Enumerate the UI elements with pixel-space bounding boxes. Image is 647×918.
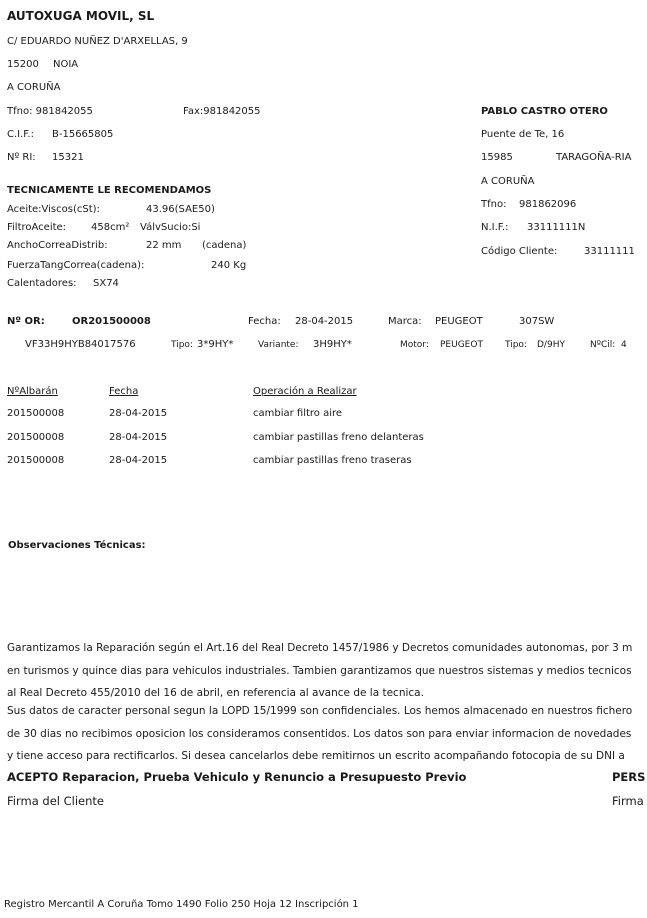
- company-phone: Tfno: 981842055: [7, 106, 93, 117]
- or-number: OR201500008: [72, 316, 151, 327]
- tipo-label: Tipo:: [171, 340, 193, 350]
- variante-label: Variante:: [258, 340, 299, 350]
- col-header-fecha: Fecha: [109, 386, 139, 397]
- calent-value: SX74: [93, 278, 119, 289]
- cell-albaran: 201500008: [7, 455, 65, 466]
- vin-value: VF33H9HYB84017576: [25, 339, 136, 350]
- privacy-line: y tiene acceso para rectificarlos. Si desea cancelarlos debe remitirnos un escrito acompañando fotocopia de su DNI a: [7, 750, 625, 762]
- aceite-value: 43.96(SAE50): [146, 204, 215, 215]
- client-nif-label: N.I.F.:: [481, 222, 509, 233]
- company-postal-code: 15200: [7, 59, 39, 70]
- motor-value: PEUGEOT: [440, 340, 483, 350]
- client-name: PABLO CASTRO OTERO: [481, 106, 608, 117]
- cell-fecha: 28-04-2015: [109, 408, 168, 419]
- company-cif-label: C.I.F.:: [7, 129, 34, 140]
- variante-value: 3H9HY*: [313, 339, 352, 350]
- company-fax: Fax:981842055: [183, 106, 261, 117]
- guarantee-line: Garantizamos la Reparación según el Art.16 del Real Decreto 1457/1986 y Decretos comunidades autonomas, por 3 m: [7, 642, 633, 654]
- client-phone: 981862096: [519, 199, 577, 210]
- company-name: AUTOXUGA MOVIL, SL: [7, 9, 155, 23]
- col-header-albaran: NºAlbarán: [7, 386, 58, 397]
- cell-operacion: cambiar pastillas freno traseras: [253, 455, 412, 466]
- tipo2-label: Tipo:: [505, 340, 527, 350]
- cell-albaran: 201500008: [7, 408, 65, 419]
- client-postal-code: 15985: [481, 152, 513, 163]
- observations-title: Observaciones Técnicas:: [8, 540, 146, 551]
- client-province: A CORUÑA: [481, 176, 535, 187]
- guarantee-paragraph: [7, 637, 647, 705]
- marca-value: PEUGEOT: [435, 316, 483, 327]
- motor-label: Motor:: [400, 340, 429, 350]
- fecha-label: Fecha:: [248, 316, 281, 327]
- filtro-value: 458cm²: [91, 222, 130, 233]
- client-code-label: Código Cliente:: [481, 246, 558, 257]
- fuerza-value: 240 Kg: [211, 260, 247, 271]
- company-cif: B-15665805: [52, 129, 114, 140]
- recommendations-title: TECNICAMENTE LE RECOMENDAMOS: [7, 185, 212, 196]
- registry-footer: Registro Mercantil A Coruña Tomo 1490 Folio 250 Hoja 12 Inscripción 1: [4, 899, 359, 910]
- client-city: TARAGOÑA-RIA: [556, 152, 632, 163]
- fuerza-label: FuerzaTangCorrea(cadena):: [7, 260, 145, 271]
- cell-operacion: cambiar filtro aire: [253, 408, 343, 419]
- guarantee-line: en turismos y quince dias para vehiculos industriales. Tambien garantizamos que nuestros sistemas y medios tecnicos: [7, 664, 632, 677]
- company-city: NOIA: [53, 59, 79, 70]
- ancho-value: 22 mm: [146, 240, 182, 251]
- ncil-label: NºCil:: [590, 340, 616, 350]
- company-address: C/ EDUARDO NUÑEZ D'ARXELLAS, 9: [7, 36, 188, 47]
- aceite-label: Aceite:Viscos(cSt):: [7, 204, 100, 215]
- acceptance-title: ACEPTO Reparacion, Prueba Vehiculo y Renuncio a Presupuesto Previo: [7, 770, 467, 784]
- or-label: Nº OR:: [7, 316, 45, 327]
- tipo2-value: D/9HY: [537, 340, 565, 350]
- company-ri: 15321: [52, 152, 84, 163]
- fecha-value: 28-04-2015: [295, 316, 354, 327]
- calent-label: Calentadores:: [7, 278, 77, 289]
- client-address: Puente de Te, 16: [481, 129, 565, 140]
- signature-label: Firma del Cliente: [7, 794, 104, 808]
- cell-fecha: 28-04-2015: [109, 455, 168, 466]
- privacy-paragraph: [7, 700, 647, 768]
- marca-label: Marca:: [388, 316, 422, 327]
- acceptance-right-title: PERS: [612, 770, 646, 784]
- ncil-value: 4: [621, 340, 627, 350]
- privacy-line: Sus datos de caracter personal segun la LOPD 15/1999 son confidenciales. Los hemos almacenado en nuestros fichero: [7, 705, 633, 717]
- signature-right-label: Firma: [612, 794, 644, 808]
- cell-operacion: cambiar pastillas freno delanteras: [253, 432, 424, 443]
- valv-label: VálvSucio:Si: [140, 222, 201, 233]
- company-province: A CORUÑA: [7, 82, 61, 93]
- cell-fecha: 28-04-2015: [109, 432, 168, 443]
- cell-albaran: 201500008: [7, 432, 65, 443]
- ancho-label: AnchoCorreaDistrib:: [7, 240, 108, 251]
- company-ri-label: Nº RI:: [7, 152, 36, 163]
- model-value: 307SW: [519, 316, 555, 327]
- privacy-line: de 30 dias no recibimos oposicion los consideramos consentidos. Los datos son para enviar informacion de novedades: [7, 727, 632, 740]
- filtro-label: FiltroAceite:: [7, 222, 67, 233]
- client-code: 33111111: [584, 246, 635, 257]
- tipo-value: 3*9HY*: [197, 339, 234, 350]
- ancho-type: (cadena): [202, 240, 247, 251]
- col-header-operacion: Operación a Realizar: [253, 386, 357, 397]
- client-nif: 33111111N: [527, 222, 586, 233]
- guarantee-line: al Real Decreto 455/2010 del 16 de abril, en referencia al avance de la tecnica.: [7, 687, 424, 699]
- client-phone-label: Tfno:: [481, 199, 507, 210]
